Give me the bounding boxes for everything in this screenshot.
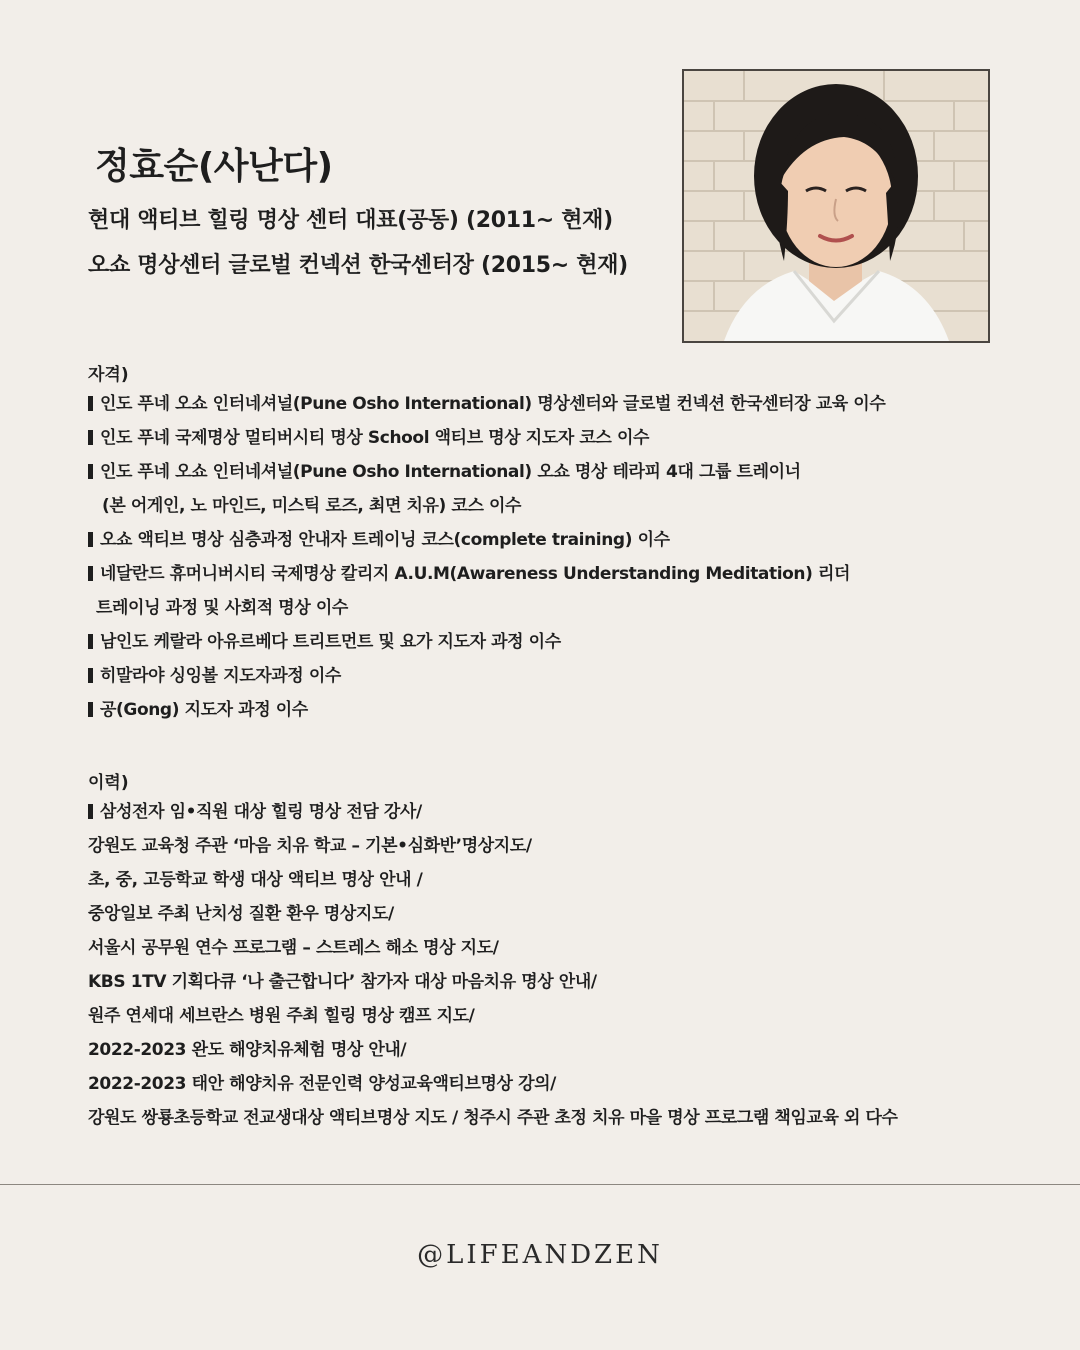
bullet-icon — [88, 668, 93, 683]
list-item: 인도 푸네 국제명상 멀티버시티 명상 School 액티브 명상 지도자 코스 이수 — [88, 421, 885, 455]
bullet-icon — [88, 396, 93, 411]
list-item-continuation: (본 어게인, 노 마인드, 미스틱 로즈, 최면 치유) 코스 이수 — [102, 496, 522, 516]
portrait-illustration — [684, 71, 988, 341]
profile-role-1: 현대 액티브 힐링 명상 센터 대표(공동) (2011~ 현재) — [88, 208, 613, 233]
bullet-icon — [88, 464, 93, 479]
bullet-icon — [88, 634, 93, 649]
list-item: 중앙일보 주최 난치성 질환 환우 명상지도/ — [88, 904, 394, 924]
list-item: 히말라야 싱잉볼 지도자과정 이수 — [88, 659, 885, 693]
qualifications-list — [88, 387, 885, 727]
list-item: 서울시 공무원 연수 프로그램 – 스트레스 해소 명상 지도/ — [88, 938, 499, 958]
career-title: 이력) — [88, 773, 129, 793]
bullet-icon — [88, 702, 93, 717]
footer-divider — [0, 1184, 1080, 1185]
profile-name: 정효순(사난다) — [95, 146, 333, 187]
list-item-continuation: 트레이닝 과정 및 사회적 명상 이수 — [96, 598, 348, 618]
profile-role-2: 오쇼 명상센터 글로벌 컨넥션 한국센터장 (2015~ 현재) — [88, 253, 628, 278]
list-item: 오쇼 액티브 명상 심층과정 안내자 트레이닝 코스(complete training) 이수 — [88, 523, 885, 557]
list-item: 강원도 쌍룡초등학교 전교생대상 액티브명상 지도 / 청주시 주관 초정 치유 마을 명상 프로그램 책임교육 외 다수 — [88, 1108, 898, 1128]
list-item: KBS 1TV 기획다큐 ‘나 출근합니다’ 참가자 대상 마음치유 명상 안내/ — [88, 972, 597, 992]
list-item: 네달란드 휴머니버시티 국제명상 칼리지 A.U.M(Awareness Understanding Meditation) 리더 — [88, 557, 885, 591]
list-item: 인도 푸네 오쇼 인터네셔널(Pune Osho International) 명상센터와 글로벌 컨넥션 한국센터장 교육 이수 — [88, 387, 885, 421]
list-item: 2022-2023 태안 해양치유 전문인력 양성교육액티브명상 강의/ — [88, 1074, 556, 1094]
bullet-icon — [88, 566, 93, 581]
list-item: 인도 푸네 오쇼 인터네셔널(Pune Osho International) 오쇼 명상 테라피 4대 그룹 트레이너 — [88, 455, 885, 489]
list-item: 2022-2023 완도 해양치유체험 명상 안내/ — [88, 1040, 407, 1060]
bullet-icon — [88, 532, 93, 547]
bullet-icon — [88, 804, 93, 819]
bullet-icon — [88, 430, 93, 445]
list-item: 공(Gong) 지도자 과정 이수 — [88, 693, 885, 727]
profile-photo — [682, 69, 990, 343]
list-item: 삼성전자 임•직원 대상 힐링 명상 전담 강사/ — [88, 795, 898, 829]
list-item: 강원도 교육청 주관 ‘마음 치유 학교 – 기본•심화반’명상지도/ — [88, 836, 532, 856]
qualifications-title: 자격) — [88, 365, 129, 385]
list-item: 초, 중, 고등학교 학생 대상 액티브 명상 안내 / — [88, 870, 423, 890]
career-list — [88, 795, 898, 1135]
list-item: 남인도 케랄라 아유르베다 트리트먼트 및 요가 지도자 과정 이수 — [88, 625, 885, 659]
list-item: 원주 연세대 세브란스 병원 주최 힐링 명상 캠프 지도/ — [88, 1006, 475, 1026]
social-handle: @LIFEANDZEN — [417, 1240, 663, 1270]
